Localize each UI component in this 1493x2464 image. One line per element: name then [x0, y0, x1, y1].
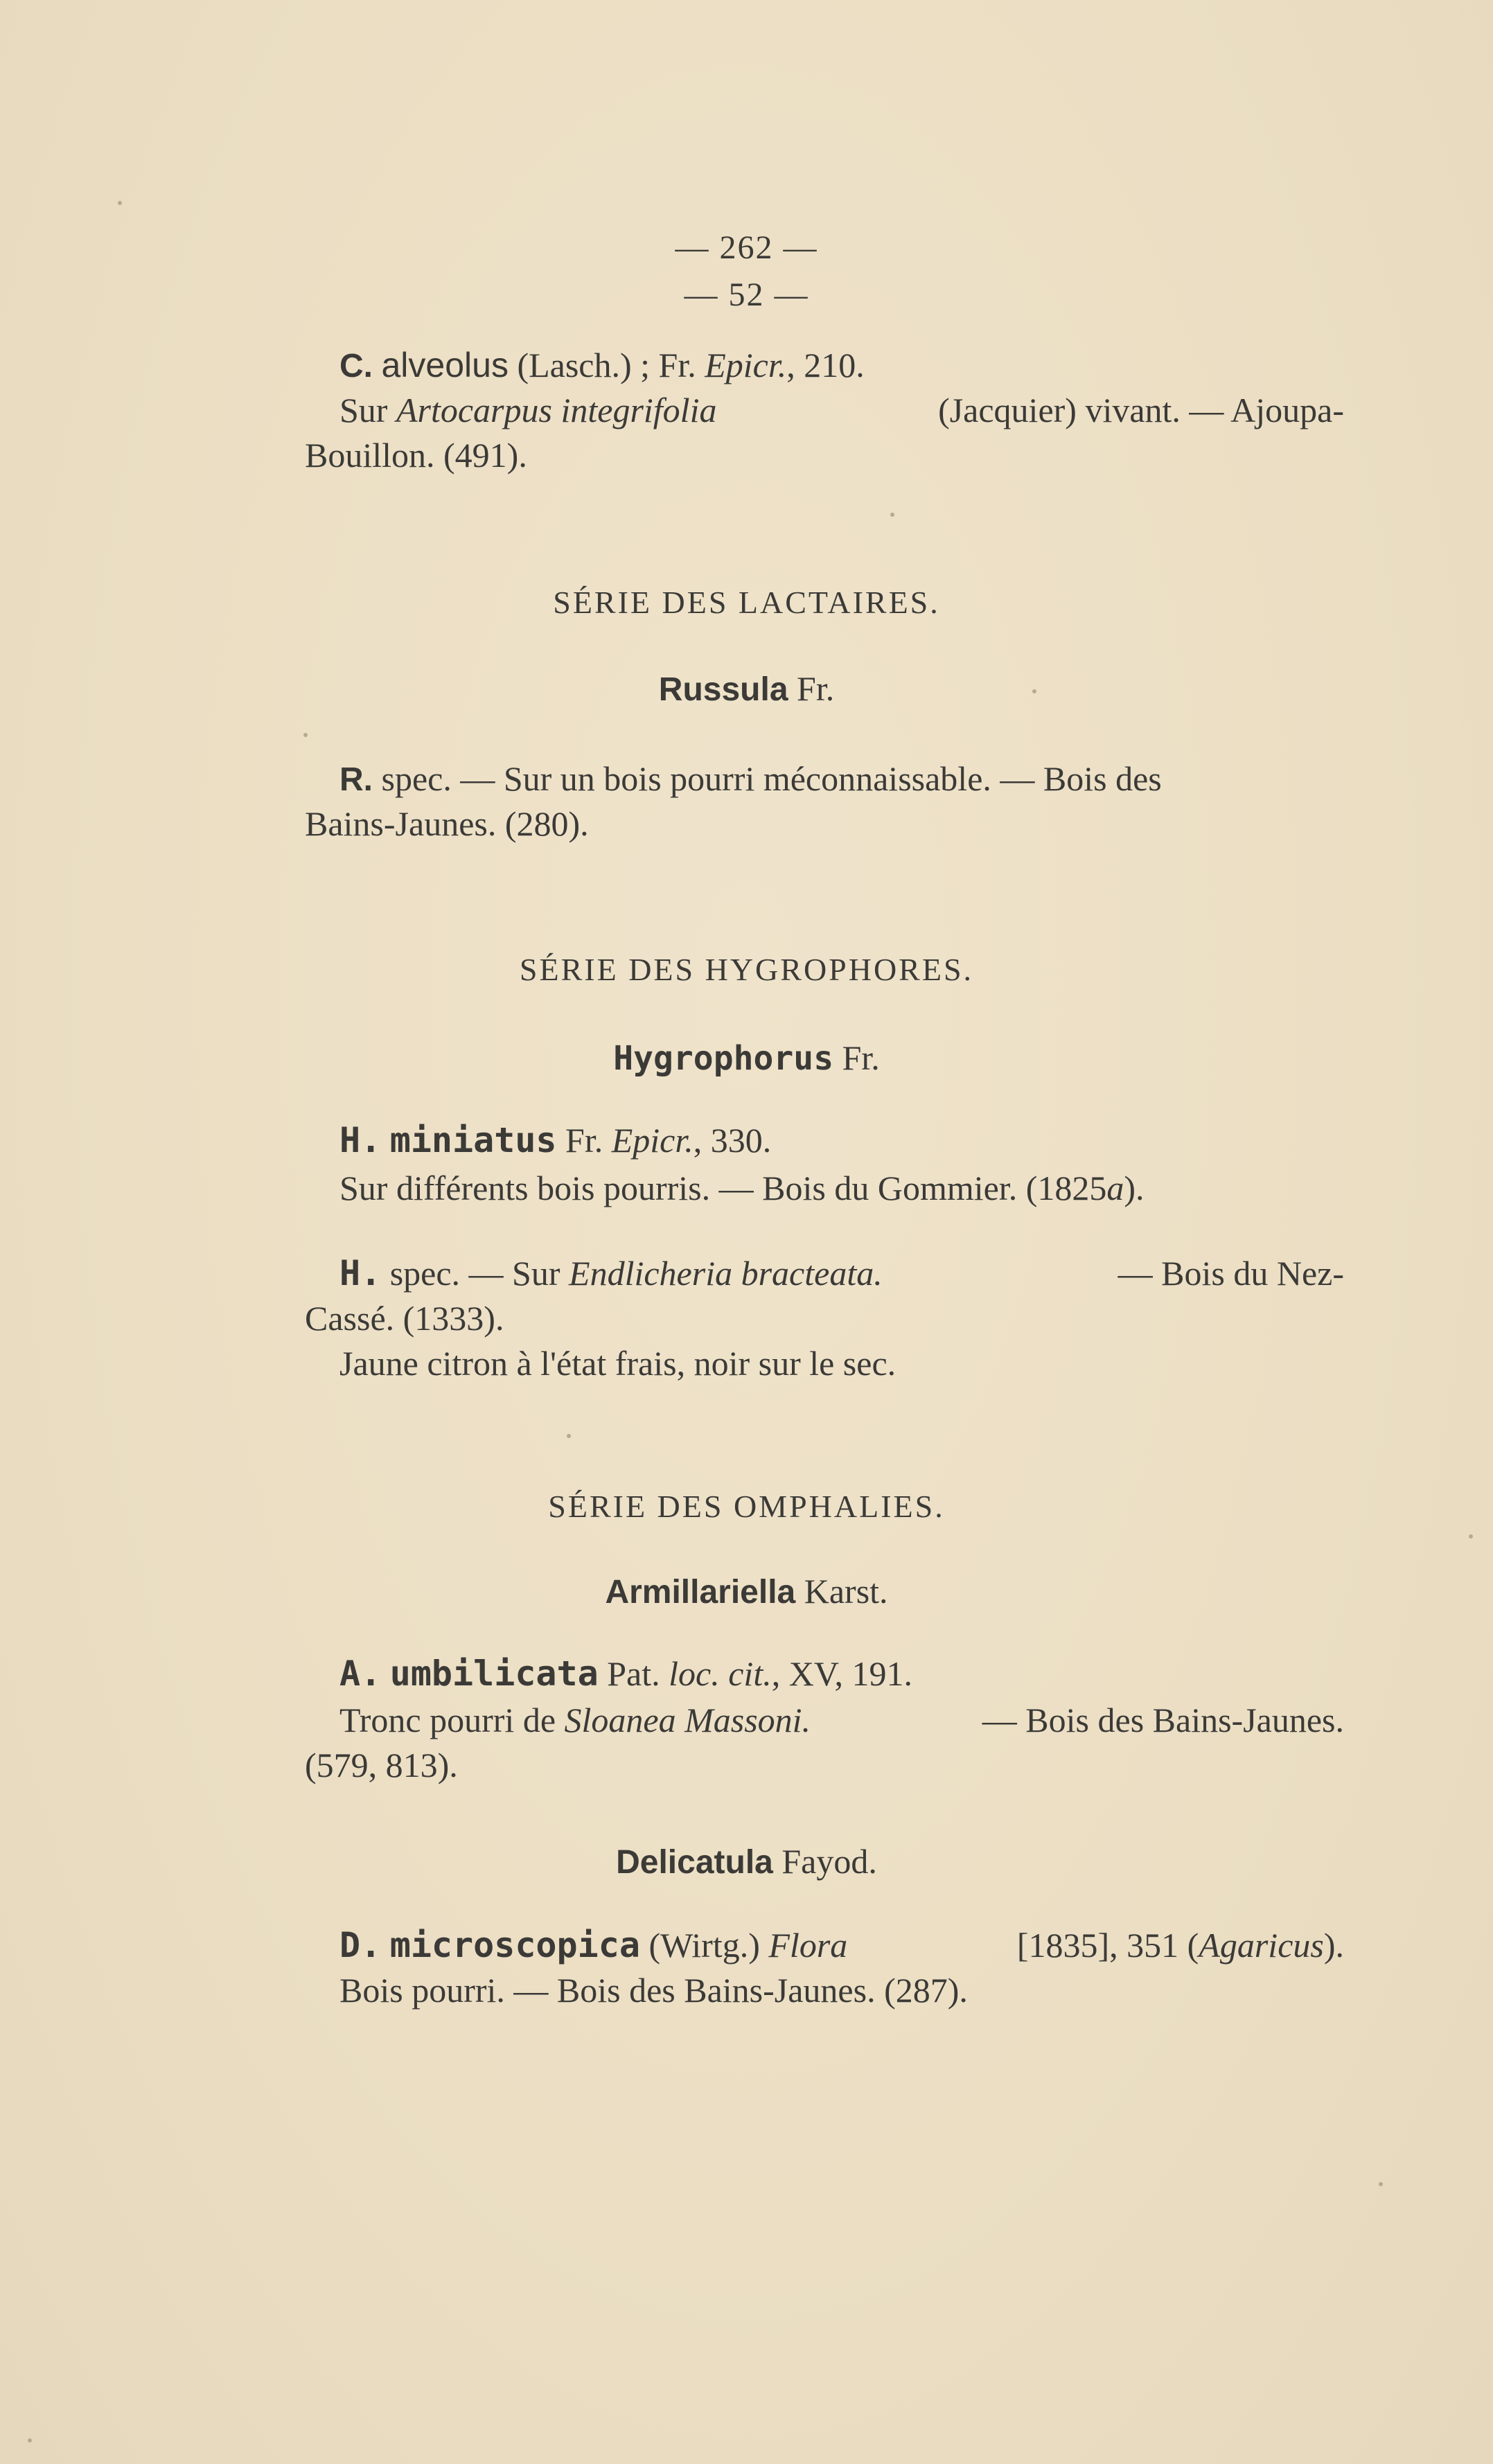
paper-speck [118, 201, 122, 205]
entry-hygrophorus-spec-line1: H. spec. — Sur Endlicheria bracteata. — Bois du Nez- [339, 1253, 1344, 1293]
paper-speck [1032, 689, 1036, 693]
entry-miniatus-heading: H. miniatus Fr. Epicr., 330. [339, 1120, 772, 1160]
genus-armillariella-heading: Armillariella Karst. [605, 1572, 888, 1611]
entry-microscopica-heading: D. microscopica (Wirtg.) Flora [1835], 351 (Agaricus). [339, 1925, 1344, 1965]
entry-miniatus-line2: Sur différents bois pourris. — Bois du Gommier. (1825a). [339, 1169, 1145, 1207]
paper-speck [303, 733, 308, 737]
page-number-secondary: — 52 — [684, 276, 809, 313]
genus-delicatula-heading: Delicatula Fayod. [616, 1842, 877, 1881]
genus-russula-heading: Russula Fr. [658, 669, 835, 708]
series-omphalies-heading: SÉRIE DES OMPHALIES. [548, 1489, 945, 1524]
entry-russula-spec-line1: R. spec. — Sur un bois pourri méconnaissable. — Bois des [339, 759, 1162, 798]
paper-speck [567, 1434, 571, 1438]
entry-russula-spec-line2: Bains-Jaunes. (280). [305, 804, 589, 843]
entry-hygrophorus-spec-line2: Cassé. (1333). [305, 1299, 504, 1338]
paper-speck [1469, 1534, 1473, 1539]
entry-hygrophorus-spec-line3: Jaune citron à l'état frais, noir sur le sec. [339, 1344, 896, 1383]
entry-microscopica-line2: Bois pourri. — Bois des Bains-Jaunes. (287). [339, 1971, 968, 2010]
paper-speck [1379, 2182, 1383, 2186]
paper-speck [28, 2438, 32, 2443]
entry-umbilicata-line2: Tronc pourri de Sloanea Massoni. — Bois des Bains-Jaunes. [339, 1701, 1344, 1739]
series-lactaires-heading: SÉRIE DES LACTAIRES. [553, 585, 940, 620]
genus-hygrophorus-heading: Hygrophorus Fr. [613, 1038, 880, 1078]
entry-umbilicata-line3: (579, 813). [305, 1746, 458, 1784]
entry-alveolus-line3: Bouillon. (491). [305, 436, 527, 475]
paper-speck [890, 513, 894, 517]
series-hygrophores-heading: SÉRIE DES HYGROPHORES. [519, 952, 974, 987]
entry-alveolus-heading: C. alveolus (Lasch.) ; Fr. Epicr., 210. [339, 346, 865, 384]
entry-umbilicata-heading: A. umbilicata Pat. loc. cit., XV, 191. [339, 1654, 912, 1694]
entry-alveolus-line2: Sur Artocarpus integrifolia (Jacquier) vivant. — Ajoupa- [339, 391, 1344, 429]
page-number-primary: — 262 — [675, 229, 818, 266]
